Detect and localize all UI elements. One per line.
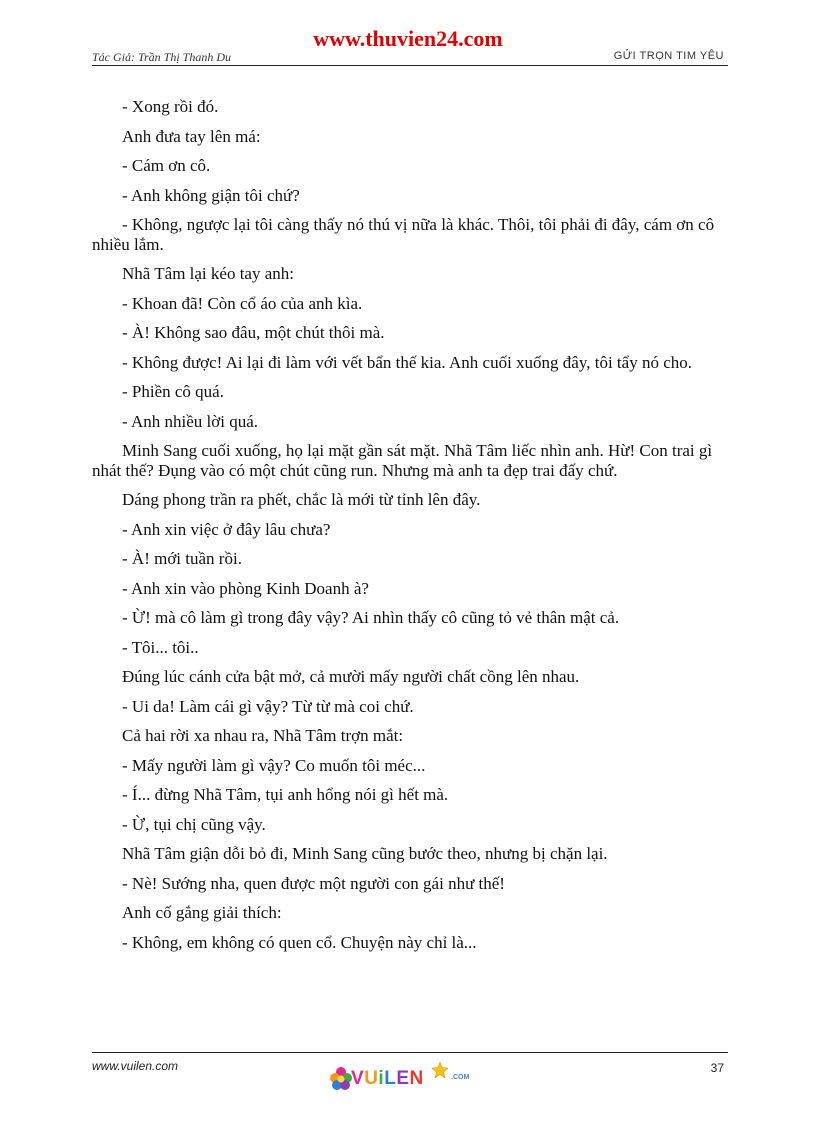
paragraph: Anh cố gắng giải thích: <box>122 903 282 922</box>
paragraph: - Xong rồi đó. <box>122 97 219 116</box>
paragraph: Anh đưa tay lên má: <box>122 126 261 146</box>
paragraph: Minh Sang cuối xuống, họ lại mặt gần sát mặt. Nhã Tâm liếc nhìn anh. Hừ! Con trai gì nhát thế? Đụng vào có một chút cũng run. Nhưng mà anh ta đẹp trai đấy chứ. <box>92 441 713 480</box>
paragraph: - Ui da! Làm cái gì vậy? Từ từ mà coi chứ. <box>122 696 414 716</box>
paragraph: - Tôi... tôi.. <box>122 637 199 657</box>
header-author: Tác Giả: Trần Thị Thanh Du <box>92 50 232 64</box>
header-divider <box>92 65 728 66</box>
logo-letter: U <box>364 1068 379 1089</box>
paragraph: Cả hai rời xa nhau ra, Nhã Tâm trợn mắt: <box>122 726 404 745</box>
paragraph: - Phiền cô quá. <box>122 382 224 401</box>
footer-site-link[interactable]: www.vuilen.com <box>92 1059 179 1073</box>
logo-com-label: .COM <box>451 1074 470 1081</box>
logo-letter: i <box>378 1068 385 1089</box>
paragraph: - Ừ, tụi chị cũng vậy. <box>122 814 266 834</box>
star-icon <box>432 1062 448 1078</box>
paragraph: - À! mới tuần rồi. <box>122 549 242 568</box>
paragraph: - Anh xin việc ở đây lâu chưa? <box>122 519 331 539</box>
paragraph: - Anh nhiều lời quá. <box>122 411 258 431</box>
paragraph: - Không, ngược lại tôi càng thấy nó thú vị nữa là khác. Thôi, tôi phải đi đây, cám ơn cô nhiều lắm. <box>92 215 715 254</box>
footer-divider <box>92 1052 728 1053</box>
watermark-site-title[interactable]: www.thuvien24.com <box>313 26 503 51</box>
header-book-title: GỬI TRỌN TIM YÊU <box>613 50 724 62</box>
paragraph: Dáng phong trần ra phết, chắc là mới từ tỉnh lên đây. <box>122 490 481 509</box>
paragraph: - Í... đừng Nhã Tâm, tụi anh hổng nói gì hết mà. <box>122 785 449 804</box>
page-body <box>92 97 728 962</box>
paragraph: - Khoan đã! Còn cổ áo của anh kìa. <box>122 293 363 313</box>
page-number: 37 <box>710 1061 724 1075</box>
logo-letter: N <box>409 1068 424 1089</box>
logo-wordmark <box>351 1068 424 1090</box>
paragraph: - Mấy người làm gì vậy? Co muốn tôi méc... <box>122 755 426 775</box>
logo-letter: L <box>384 1068 397 1089</box>
paragraph: - Anh xin vào phòng Kinh Doanh à? <box>122 578 369 598</box>
logo-letter: V <box>351 1068 365 1089</box>
paragraph: - Nè! Sướng nha, quen được một người con gái như thế! <box>122 873 505 893</box>
logo-letter: E <box>396 1068 410 1089</box>
paragraph: Đúng lúc cánh cửa bật mở, cả mười mấy người chất cồng lên nhau. <box>122 667 580 686</box>
paragraph: - Cám ơn cô. <box>122 156 211 175</box>
paragraph: - À! Không sao đâu, một chút thôi mà. <box>122 323 385 342</box>
paragraph: Nhã Tâm lại kéo tay anh: <box>122 264 294 283</box>
paragraph: - Anh không giận tôi chứ? <box>122 185 300 205</box>
paragraph: - Ừ! mà cô làm gì trong đây vậy? Ai nhìn thấy cô cũng tỏ vẻ thân mật cả. <box>122 608 620 627</box>
paragraph: Nhã Tâm giận dỗi bỏ đi, Minh Sang cũng bước theo, nhưng bị chặn lại. <box>122 844 608 863</box>
paragraph: - Không, em không có quen cổ. Chuyện này chỉ là... <box>122 932 477 952</box>
vuilen-logo[interactable] <box>328 1062 484 1096</box>
paragraph: - Không được! Ai lại đi làm với vết bẩn thế kia. Anh cuối xuống đây, tôi tẩy nó cho. <box>122 352 692 372</box>
